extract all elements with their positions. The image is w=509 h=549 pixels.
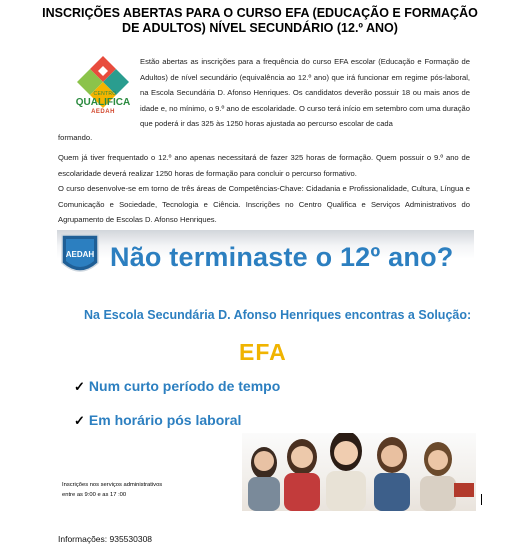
students-illustration-icon [242, 433, 476, 511]
efa-logo: EFA [239, 339, 287, 365]
bullet-item [74, 378, 280, 395]
logo-text-qualifica: QUALIFICA [75, 97, 131, 108]
contact-info: Informações: 935530308 [58, 534, 153, 544]
students-photo [242, 433, 476, 511]
check-icon: ✓ [74, 379, 85, 394]
aedah-badge-icon [60, 233, 100, 279]
check-icon: ✓ [74, 413, 85, 428]
paragraph-1: Estão abertas as inscrições para a frequência do curso EFA escolar (Educação e Formação de Adultos) de nível secundário (equivalência ao 12.º ano) que irá funcionar em regime pós-laboral, na Escola Secundária D. Afonso Henriques. Os candidatos deverão possuir 18 ou mais anos de idade e, no mínimo, o 9.º ano de escolaridade. O curso terá início em setembro com uma duração que poderá ir das 325 às 1250 horas ajustada ao percurso escolar de cada [140, 57, 470, 129]
poster-subtitle: Na Escola Secundária D. Afonso Henriques encontras a Solução: [84, 308, 472, 322]
bullet-text: Em horário pós laboral [88, 412, 242, 428]
bullet-item [74, 412, 241, 429]
poster-headline: Não terminaste o 12º ano? [110, 242, 454, 272]
badge-label: AEDAH [65, 250, 95, 259]
paragraph-2: Quem já tiver frequentado o 12.º ano apenas necessitará de fazer 325 horas de formação. Quem possuir o 9.º ano de escolaridade deverá realizar 1250 horas de formação para concluir o percurso formativo. [58, 153, 470, 178]
registration-line-2: entre as 9:00 e as 17 :00 [62, 492, 127, 498]
paragraph-1-end: formando. [58, 133, 93, 142]
paragraph-3: O curso desenvolve-se em torno de três áreas de Competências-Chave: Cidadania e Profissionalidade, Cultura, Língua e Comunicação e Sociedade, Tecnologia e Ciência. Inscrições no Centro Qualifica e Serviços Administrativos do Agrupamento de Escolas D. Afonso Henriques. [58, 184, 470, 225]
logo-text-aedah: AEDAH [91, 109, 115, 115]
bullet-text: Num curto período de tempo [88, 378, 281, 394]
logo-text-centro: CENTRO [93, 91, 117, 97]
title-line-1: INSCRIÇÕES ABERTAS PARA O CURSO EFA (EDUCAÇÃO E FORMAÇÃO [42, 6, 478, 20]
registration-line-1: Inscrições nos serviços administrativos [62, 482, 163, 488]
text-cursor [481, 494, 482, 505]
title-line-2: DE ADULTOS) NÍVEL SECUNDÁRIO (12.º ANO) [122, 21, 398, 35]
page-title [40, 6, 480, 36]
